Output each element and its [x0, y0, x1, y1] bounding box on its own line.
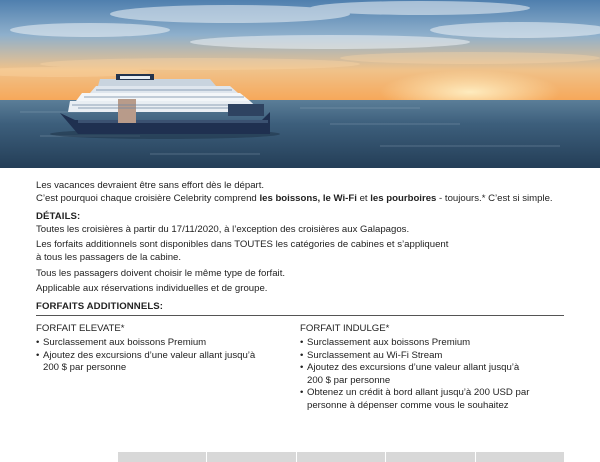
list-item: • Surclassement au Wi-Fi Stream	[300, 349, 443, 361]
table-header-cell	[297, 452, 386, 462]
forfait-indulge	[300, 322, 564, 413]
details-item: Tous les passagers doivent choisir le même type de forfait.	[36, 267, 286, 279]
forfait-elevate-title: FORFAIT ELEVATE*	[36, 323, 125, 335]
forfait-elevate	[36, 322, 300, 413]
comparison-table-header	[118, 452, 564, 462]
table-header-cell	[386, 452, 475, 462]
forfaits-heading: FORFAITS ADDITIONNELS:	[36, 301, 164, 313]
intro-line-2: C’est pourquoi chaque croisière Celebrity comprend les boissons, le Wi-Fi et les pourboires - toujours.* C’est si simple.	[36, 193, 553, 204]
details-item: Applicable aux réservations individuelles et de groupe.	[36, 282, 268, 294]
hero-image	[0, 0, 600, 168]
bullet-icon: •	[300, 349, 304, 361]
list-item: • Ajoutez des excursions d’une valeur allant jusqu’à 200 $ par personne	[36, 349, 256, 374]
table-header-cell	[118, 452, 207, 462]
forfait-indulge-title: FORFAIT INDULGE*	[300, 323, 390, 335]
cruise-ship-photo	[0, 0, 600, 168]
bullet-icon: •	[36, 337, 40, 349]
intro-line-1: Les vacances devraient être sans effort dès le départ.	[36, 180, 265, 191]
section-divider	[36, 315, 564, 316]
details-item: Les forfaits additionnels sont disponibles dans TOUTES les catégories de cabines et s’appliquent	[36, 239, 449, 251]
table-header-cell	[476, 452, 564, 462]
bullet-icon: •	[300, 337, 304, 349]
bullet-icon: •	[300, 362, 304, 374]
table-header-cell	[207, 452, 296, 462]
bullet-icon: •	[300, 387, 304, 399]
details-item: Toutes les croisières à partir du 17/11/2020, à l’exception des croisières aux Galapagos.	[36, 224, 410, 235]
forfaits-columns	[36, 322, 564, 413]
details-list	[36, 223, 564, 295]
details-item: à tous les passagers de la cabine.	[36, 252, 182, 264]
list-item: • Surclassement aux boissons Premium	[36, 337, 207, 349]
list-item: • Obtenez un crédit à bord allant jusqu’à 200 USD par personne à dépenser comme vous le souhaitez	[300, 387, 530, 411]
list-item: • Surclassement aux boissons Premium	[300, 337, 471, 349]
details-heading: DÉTAILS:	[36, 211, 81, 222]
bullet-icon: •	[36, 349, 40, 361]
list-item: • Ajoutez des excursions d’une valeur allant jusqu’à 200 $ par personne	[300, 362, 520, 386]
